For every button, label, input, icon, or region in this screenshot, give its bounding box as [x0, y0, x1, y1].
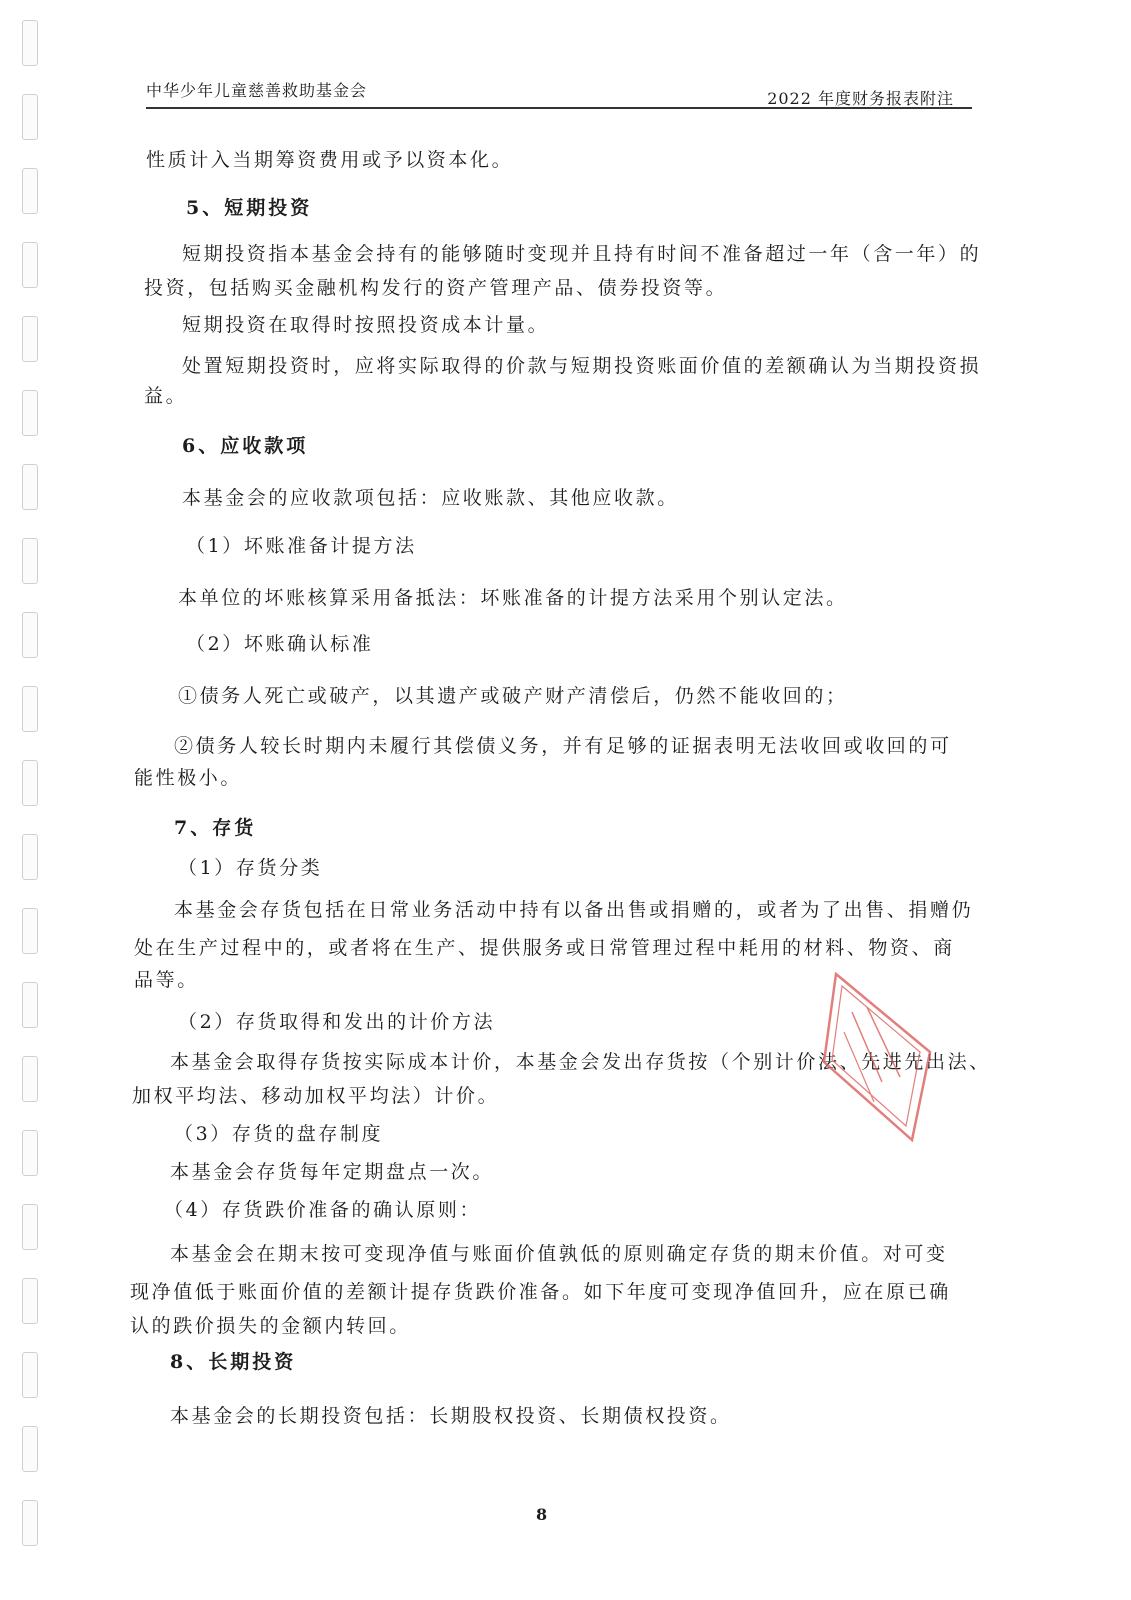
- body-line: 本单位的坏账核算采用备抵法：坏账准备的计提方法采用个别认定法。: [178, 587, 848, 609]
- body-line: ②债务人较长时期内未履行其偿债义务，并有足够的证据表明无法收回或收回的可: [174, 735, 952, 757]
- body-line: 加权平均法、移动加权平均法）计价。: [132, 1085, 500, 1107]
- body-line: 本基金会存货每年定期盘点一次。: [170, 1161, 495, 1183]
- header-org-name: 中华少年儿童慈善救助基金会: [146, 81, 368, 100]
- body-line: 品等。: [134, 969, 199, 991]
- body-line: 投资，包括购买金融机构发行的资产管理产品、债券投资等。: [144, 277, 728, 299]
- header-report-title: 2022 年度财务报表附注: [767, 89, 954, 108]
- body-line: 能性极小。: [134, 767, 243, 789]
- subheading-line: （4）存货跌价准备的确认原则：: [164, 1199, 482, 1221]
- section-heading-receivables: 6、应收款项: [182, 435, 309, 457]
- body-line: 处置短期投资时，应将实际取得的价款与短期投资账面价值的差额确认为当期投资损: [182, 355, 982, 377]
- page-number: 8: [536, 1505, 548, 1524]
- body-line: 本基金会的长期投资包括：长期股权投资、长期债权投资。: [170, 1405, 732, 1427]
- subheading-line: （1）存货分类: [178, 857, 323, 879]
- subheading-line: （3）存货的盘存制度: [174, 1123, 384, 1145]
- subheading-line: （1）坏账准备计提方法: [186, 535, 417, 557]
- subheading-line: （2）存货取得和发出的计价方法: [178, 1011, 496, 1033]
- body-line: 益。: [144, 385, 188, 407]
- body-line: 处在生产过程中的，或者将在生产、提供服务或日常管理过程中耗用的材料、物资、商: [134, 937, 955, 959]
- accounting-firm-seal-stamp: [822, 972, 932, 1142]
- body-line: 短期投资指本基金会持有的能够随时变现并且持有时间不准备超过一年（含一年）的: [182, 243, 982, 265]
- body-line: 本基金会的应收款项包括：应收账款、其他应收款。: [182, 487, 679, 509]
- body-line: ①债务人死亡或破产，以其遗产或破产财产清偿后，仍然不能收回的；: [178, 685, 848, 707]
- subheading-line: （2）坏账确认标准: [186, 633, 374, 655]
- section-heading-inventory: 7、存货: [174, 817, 257, 839]
- body-line: 本基金会在期末按可变现净值与账面价值孰低的原则确定存货的期末价值。对可变: [170, 1243, 948, 1265]
- section-heading-long-term-investment: 8、长期投资: [170, 1351, 297, 1373]
- section-heading-short-term-investment: 5、短期投资: [186, 197, 313, 219]
- body-line: 现净值低于账面价值的差额计提存货跌价准备。如下年度可变现净值回升，应在原已确: [130, 1281, 951, 1303]
- body-line: 短期投资在取得时按照投资成本计量。: [182, 314, 550, 336]
- body-line: 本基金会取得存货按实际成本计价，本基金会发出存货按（个别计价法、先进先出法、: [170, 1051, 991, 1073]
- body-line: 性质计入当期筹资费用或予以资本化。: [146, 149, 514, 171]
- body-line: 本基金会存货包括在日常业务活动中持有以备出售或捐赠的，或者为了出售、捐赠仍: [174, 899, 974, 921]
- body-line: 认的跌价损失的金额内转回。: [130, 1315, 411, 1337]
